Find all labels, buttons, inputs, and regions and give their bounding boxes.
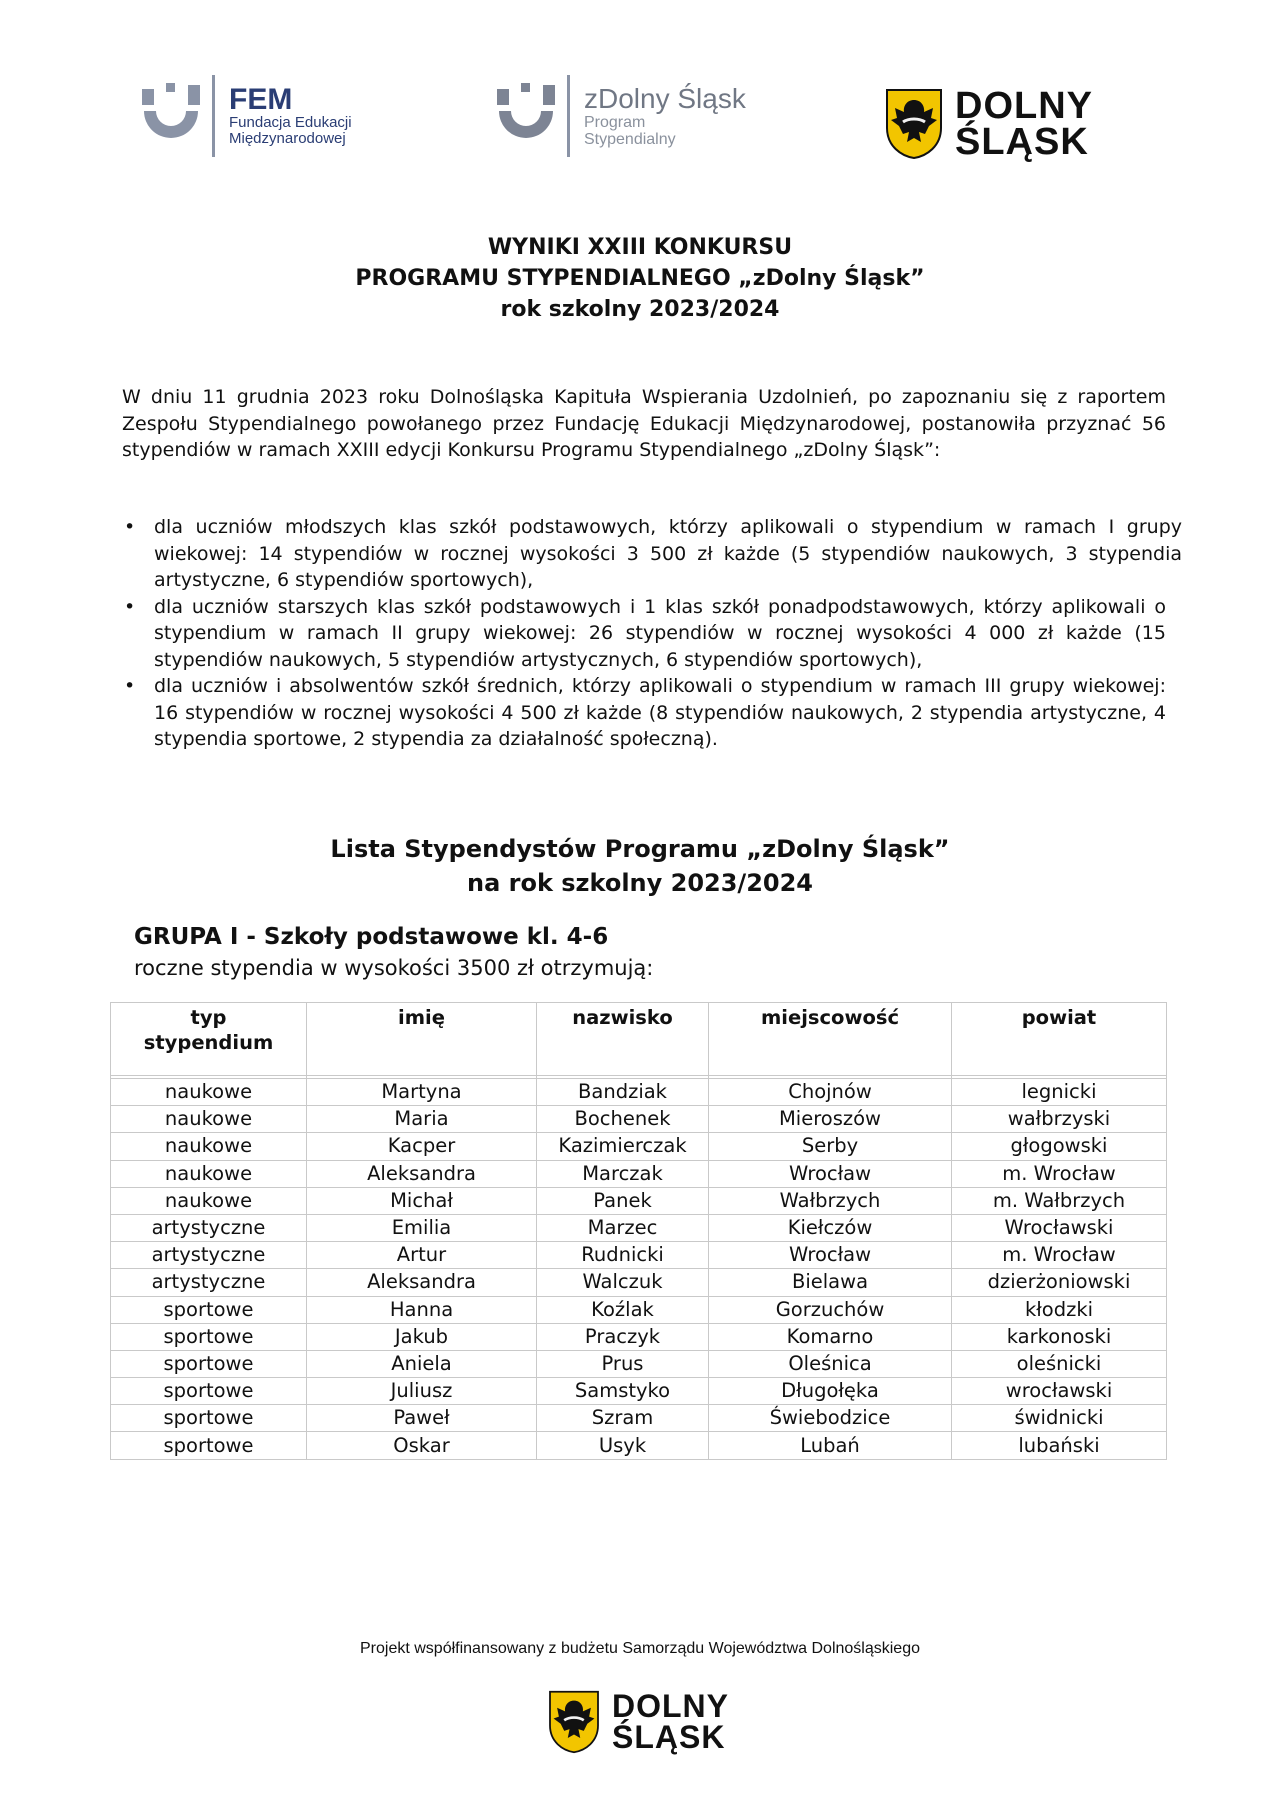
footer-note: Projekt współfinansowany z budżetu Samorządu Województwa Dolnośląskiego <box>360 1640 920 1657</box>
cell-county: kłodzki <box>952 1296 1167 1323</box>
cell-first-name: Kacper <box>307 1133 537 1160</box>
cell-last-name: Prus <box>537 1350 709 1377</box>
cell-town: Bielawa <box>709 1269 952 1296</box>
cell-town: Długołęka <box>709 1378 952 1405</box>
cell-county: m. Wałbrzych <box>952 1187 1167 1214</box>
cell-county: karkonoski <box>952 1323 1167 1350</box>
cell-type: sportowe <box>111 1296 307 1323</box>
cell-last-name: Praczyk <box>537 1323 709 1350</box>
fem-divider <box>212 75 215 157</box>
list-title-line-1: Lista Stypendystów Programu „zDolny Śląsk” <box>330 835 950 863</box>
footer-wordmark <box>612 1688 729 1755</box>
cell-county: świdnicki <box>952 1405 1167 1432</box>
cell-type: sportowe <box>111 1378 307 1405</box>
col-header-last-name: nazwisko <box>537 1003 709 1076</box>
cell-type: artystyczne <box>111 1214 307 1241</box>
cell-first-name: Michał <box>307 1187 537 1214</box>
zdolny-title: zDolny Śląsk <box>584 83 746 114</box>
title-line-1: WYNIKI XXIII KONKURSU <box>487 235 793 260</box>
cell-county: m. Wrocław <box>952 1160 1167 1187</box>
bullet-group-2: • dla uczniów starszych klas szkół podstawowych i 1 klas szkół ponadpodstawowych, którzy aplikowali o stypendium w ramach II grupy wiekowej: 26 stypendiów w rocznej wysokości 4 000 zł każde (15 stypendiów naukowych, 5 stypendiów artystycznych, 6 stypendiów sportowych), <box>122 594 1166 674</box>
dolny-slask-wordmark <box>955 85 1093 163</box>
cell-first-name: Oskar <box>307 1432 537 1459</box>
cell-last-name: Marzec <box>537 1214 709 1241</box>
cell-county: oleśnicki <box>952 1350 1167 1377</box>
table-body <box>111 1076 1167 1460</box>
table-row <box>111 1378 1167 1405</box>
group-subheading: roczne stypendia w wysokości 3500 zł otrzymują: <box>134 956 654 980</box>
zdolny-logo <box>495 70 746 162</box>
cell-type: sportowe <box>111 1350 307 1377</box>
scholars-table <box>110 1002 1167 1460</box>
cell-county: głogowski <box>952 1133 1167 1160</box>
table-row <box>111 1296 1167 1323</box>
zdolny-subtitle-line1: Program <box>584 114 646 131</box>
document-title <box>0 232 1280 325</box>
zdolny-divider <box>567 75 570 157</box>
cell-town: Lubań <box>709 1432 952 1459</box>
cell-first-name: Aleksandra <box>307 1269 537 1296</box>
cell-county: lubański <box>952 1432 1167 1459</box>
cell-last-name: Walczuk <box>537 1269 709 1296</box>
col-header-type: typ stypendium <box>111 1003 307 1076</box>
cell-first-name: Artur <box>307 1242 537 1269</box>
fem-u-mark-icon <box>140 75 202 157</box>
table-row <box>111 1106 1167 1133</box>
cell-type: naukowe <box>111 1106 307 1133</box>
coat-of-arms-icon <box>885 88 943 160</box>
cell-town: Chojnów <box>709 1079 952 1106</box>
cell-town: Komarno <box>709 1323 952 1350</box>
footer-coat-of-arms-icon <box>548 1690 600 1754</box>
cell-county: wałbrzyski <box>952 1106 1167 1133</box>
cell-last-name: Samstyko <box>537 1378 709 1405</box>
cell-county: Wrocławski <box>952 1214 1167 1241</box>
cell-town: Gorzuchów <box>709 1296 952 1323</box>
scholarship-bullet-list <box>122 514 1182 753</box>
fem-subtitle-line2: Międzynarodowej <box>229 130 346 147</box>
cell-town: Oleśnica <box>709 1350 952 1377</box>
dolny-slask-logo <box>885 78 1093 170</box>
zdolny-text <box>584 84 746 148</box>
footer-word2: ŚLĄSK <box>612 1719 726 1755</box>
cell-last-name: Kazimierczak <box>537 1133 709 1160</box>
table-row <box>111 1323 1167 1350</box>
cell-last-name: Bochenek <box>537 1106 709 1133</box>
zdolny-subtitle-line2: Stypendialny <box>584 131 676 148</box>
table-row <box>111 1214 1167 1241</box>
col-header-county: powiat <box>952 1003 1167 1076</box>
cell-last-name: Marczak <box>537 1160 709 1187</box>
fem-title: FEM <box>229 83 293 116</box>
cell-county: wrocławski <box>952 1378 1167 1405</box>
fem-text <box>229 85 352 147</box>
cell-town: Wrocław <box>709 1242 952 1269</box>
list-title-line-2: na rok szkolny 2023/2024 <box>466 869 813 897</box>
cell-last-name: Bandziak <box>537 1079 709 1106</box>
cell-first-name: Paweł <box>307 1405 537 1432</box>
cell-type: sportowe <box>111 1323 307 1350</box>
cell-town: Serby <box>709 1133 952 1160</box>
table-row <box>111 1432 1167 1459</box>
cell-last-name: Rudnicki <box>537 1242 709 1269</box>
table-row <box>111 1079 1167 1106</box>
col-header-first-name: imię <box>307 1003 537 1076</box>
bullet-group-1: • dla uczniów młodszych klas szkół podstawowych, którzy aplikowali o stypendium w ramach I grupy wiekowej: 14 stypendiów w rocznej wysokości 3 500 zł każde (5 stypendiów naukowych, 3 stypendia artystyczne, 6 stypendiów sportowych), <box>122 514 1182 594</box>
footer-word1: DOLNY <box>612 1688 729 1724</box>
table-row <box>111 1133 1167 1160</box>
cell-town: Kiełczów <box>709 1214 952 1241</box>
cell-first-name: Aleksandra <box>307 1160 537 1187</box>
list-title <box>0 832 1280 900</box>
cell-type: naukowe <box>111 1160 307 1187</box>
cell-last-name: Usyk <box>537 1432 709 1459</box>
cell-type: naukowe <box>111 1133 307 1160</box>
cell-last-name: Szram <box>537 1405 709 1432</box>
cell-first-name: Jakub <box>307 1323 537 1350</box>
cell-type: naukowe <box>111 1187 307 1214</box>
col-header-town: miejscowość <box>709 1003 952 1076</box>
cell-type: sportowe <box>111 1432 307 1459</box>
cell-type: naukowe <box>111 1079 307 1106</box>
cell-type: artystyczne <box>111 1242 307 1269</box>
cell-first-name: Martyna <box>307 1079 537 1106</box>
table-row <box>111 1350 1167 1377</box>
title-line-3: rok szkolny 2023/2024 <box>500 297 780 322</box>
cell-town: Mieroszów <box>709 1106 952 1133</box>
zdolny-u-mark-icon <box>495 75 557 157</box>
title-line-2: PROGRAMU STYPENDIALNEGO „zDolny Śląsk” <box>355 266 925 291</box>
cell-first-name: Hanna <box>307 1296 537 1323</box>
cell-first-name: Juliusz <box>307 1378 537 1405</box>
cell-type: sportowe <box>111 1405 307 1432</box>
table-row <box>111 1160 1167 1187</box>
table-row <box>111 1405 1167 1432</box>
cell-county: dzierżoniowski <box>952 1269 1167 1296</box>
cell-town: Wrocław <box>709 1160 952 1187</box>
table-row <box>111 1242 1167 1269</box>
cell-first-name: Maria <box>307 1106 537 1133</box>
table-row <box>111 1187 1167 1214</box>
cell-county: m. Wrocław <box>952 1242 1167 1269</box>
cell-county: legnicki <box>952 1079 1167 1106</box>
cell-first-name: Aniela <box>307 1350 537 1377</box>
cell-last-name: Panek <box>537 1187 709 1214</box>
cell-type: artystyczne <box>111 1269 307 1296</box>
group-heading: GRUPA I - Szkoły podstawowe kl. 4-6 <box>134 924 609 950</box>
cell-last-name: Koźlak <box>537 1296 709 1323</box>
cell-town: Wałbrzych <box>709 1187 952 1214</box>
dolny-slask-word1: DOLNY <box>955 85 1093 127</box>
header-logos <box>0 70 1280 170</box>
cell-first-name: Emilia <box>307 1214 537 1241</box>
fem-subtitle-line1: Fundacja Edukacji <box>229 114 352 131</box>
footer-dolny-slask-logo <box>548 1690 729 1754</box>
table-header-row <box>111 1003 1167 1076</box>
dolny-slask-word2: ŚLĄSK <box>955 121 1089 163</box>
intro-paragraph: W dniu 11 grudnia 2023 roku Dolnośląska Kapituła Wspierania Uzdolnień, po zapoznaniu się z raportem Zespołu Stypendialnego powołanego przez Fundację Edukacji Międzynarodowej, postanowiła przyznać 56 stypendiów w ramach XXIII edycji Konkursu Programu Stypendialnego „zDolny Śląsk”: <box>122 386 1166 461</box>
table-row <box>111 1269 1167 1296</box>
bullet-group-3: • dla uczniów i absolwentów szkół średnich, którzy aplikowali o stypendium w ramach III grupy wiekowej: 16 stypendiów w rocznej wysokości 4 500 zł każde (8 stypendiów naukowych, 2 stypendia artystyczne, 4 stypendia sportowe, 2 stypendia za działalność społeczną). <box>122 673 1166 753</box>
cell-town: Świebodzice <box>709 1405 952 1432</box>
fem-logo <box>140 70 352 162</box>
